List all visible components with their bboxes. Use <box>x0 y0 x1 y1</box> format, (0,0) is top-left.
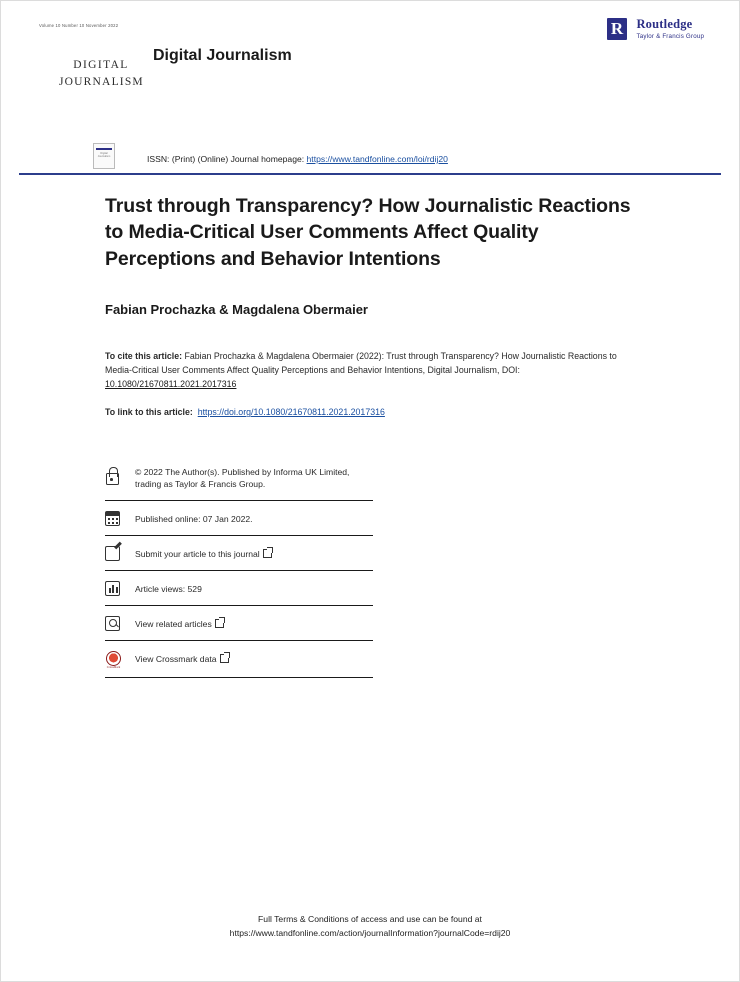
footer-line-1: Full Terms & Conditions of access and use can be found at <box>258 914 482 924</box>
cover-caption: Digital Journalism <box>97 151 111 159</box>
journal-logo-line1: DIGITAL <box>73 59 129 71</box>
article-block <box>105 193 679 417</box>
list-item-published-date <box>105 500 373 535</box>
publisher-text <box>636 17 704 40</box>
citation-body: Fabian Prochazka & Magdalena Obermaier (2022): Trust through Transparency? How Journalistic Reactions to Media-Critical User Comments Affect Quality Perceptions and Behavior Intentions, Digital Journalism, DOI: <box>105 350 617 375</box>
open-access-icon <box>105 466 135 485</box>
related-articles-icon <box>105 615 135 631</box>
header-divider <box>19 173 721 175</box>
issn-band <box>1 141 739 177</box>
external-link-icon <box>215 619 224 628</box>
journal-title: Digital Journalism <box>153 47 292 64</box>
external-link-icon <box>220 654 229 663</box>
list-item-crossmark[interactable] <box>105 640 373 678</box>
journal-logo-line2: JOURNALISM <box>59 76 144 89</box>
issn-label: ISSN: (Print) (Online) Journal homepage: <box>147 154 307 164</box>
doi-link-block <box>105 407 679 417</box>
crossmark-icon: CrossMark <box>105 650 135 668</box>
routledge-r-icon: R <box>607 18 627 40</box>
publisher-logo <box>607 17 725 40</box>
authors: Fabian Prochazka & Magdalena Obermaier <box>105 301 368 317</box>
submit-article-label: Submit your article to this journal <box>135 548 260 559</box>
copyright-text: © 2022 The Author(s). Published by Informa UK Limited, trading as Taylor & Francis Group. <box>135 467 350 490</box>
article-info-list <box>105 457 373 678</box>
citation-doi-link[interactable]: 10.1080/21670811.2021.2017316 <box>105 379 237 390</box>
crossmark-label: View Crossmark data <box>135 653 217 664</box>
journal-homepage-link[interactable]: https://www.tandfonline.com/loi/rdij20 <box>306 154 448 164</box>
related-articles-label: View related articles <box>135 618 212 629</box>
list-item-open-access <box>105 457 373 500</box>
published-online-text: Published online: 07 Jan 2022. <box>135 513 253 524</box>
issn-line <box>147 154 448 164</box>
page-title: Trust through Transparency? How Journalistic Reactions to Media-Critical User Comments Affect Quality Perceptions and Behavior Intentions <box>105 195 631 270</box>
masthead <box>1 1 739 119</box>
footer-line-2[interactable]: https://www.tandfonline.com/action/journalInformation?journalCode=rdij20 <box>229 927 511 938</box>
article-views-text: Article views: 529 <box>135 583 202 594</box>
article-views-bar-chart-icon <box>105 580 135 596</box>
doi-link-label: To link to this article: <box>105 407 193 418</box>
list-item-submit-article[interactable] <box>105 535 373 570</box>
issue-line: Volume 10 Number 10 November 2022 <box>39 23 119 28</box>
publisher-sub: Taylor & Francis Group <box>636 33 705 40</box>
list-item-article-views <box>105 570 373 605</box>
submit-pencil-icon <box>105 545 135 561</box>
cover-accent-bar <box>96 148 112 150</box>
journal-logo <box>59 57 143 92</box>
list-item-related-articles[interactable] <box>105 605 373 640</box>
citation-block <box>105 349 625 391</box>
publisher-name: Routledge <box>636 17 693 31</box>
footer <box>1 913 739 941</box>
citation-label: To cite this article: <box>105 350 183 361</box>
journal-cover-thumbnail <box>93 143 115 169</box>
external-link-icon <box>263 549 272 558</box>
calendar-icon <box>105 510 135 526</box>
doi-link[interactable]: https://doi.org/10.1080/21670811.2021.2017316 <box>197 407 385 418</box>
